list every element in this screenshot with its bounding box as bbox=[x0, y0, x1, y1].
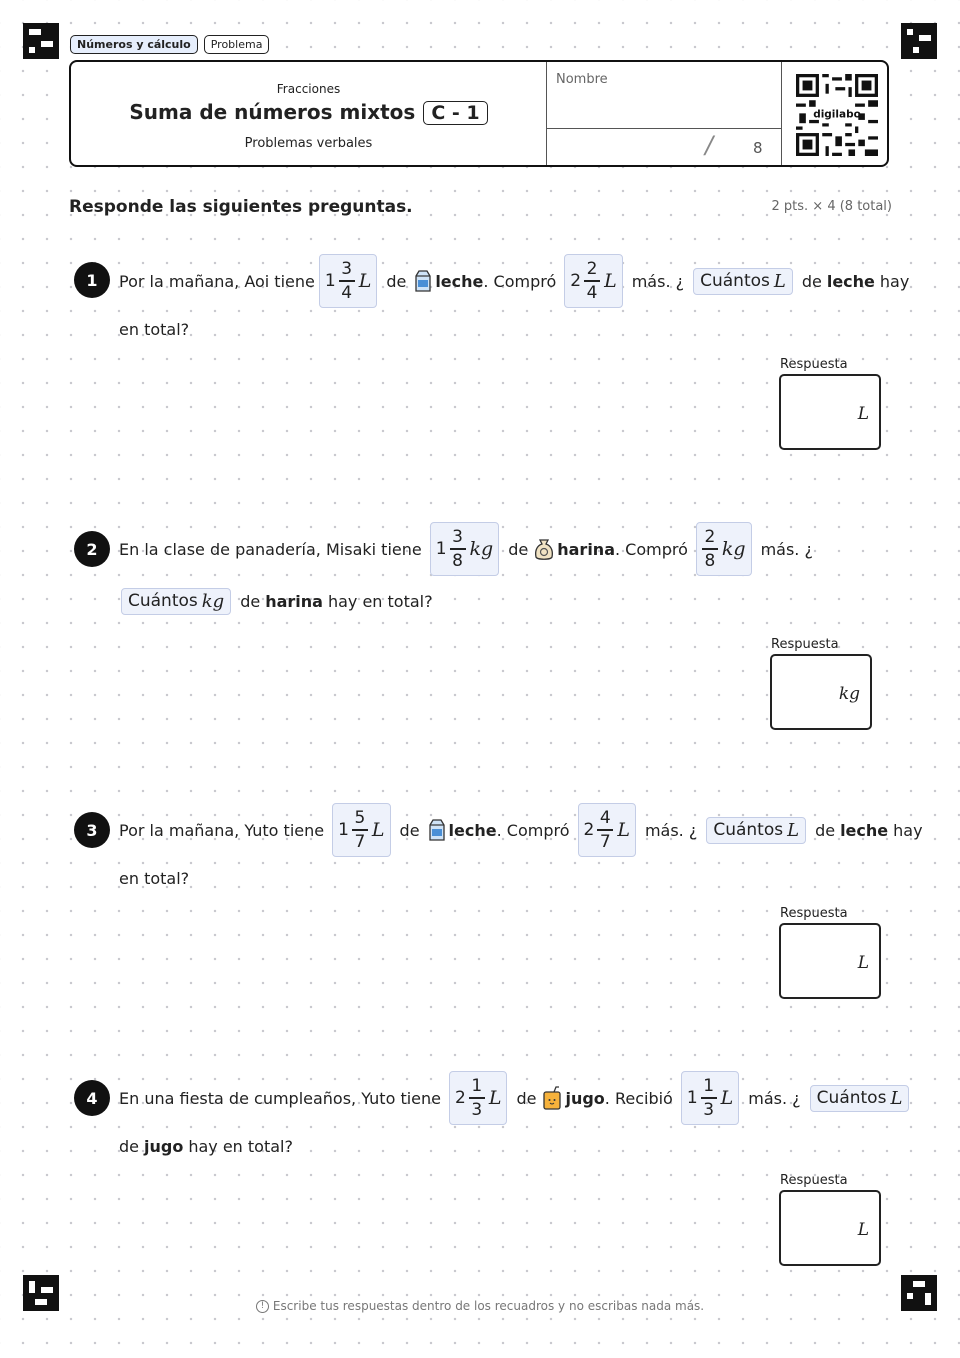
verb-text: . Recibió bbox=[604, 1088, 673, 1108]
numerator: 3 bbox=[341, 259, 353, 280]
problem-intro: En una fiesta de cumpleaños, Yuto tiene bbox=[119, 1088, 441, 1108]
juice-box-icon bbox=[541, 1086, 563, 1110]
ask-word: Cuántos bbox=[128, 591, 198, 611]
ask-unit: L bbox=[787, 819, 800, 841]
fraction bbox=[702, 527, 718, 571]
problem-intro: En la clase de panadería, Misaki tiene bbox=[119, 539, 422, 559]
score-total: 8 bbox=[753, 139, 763, 157]
flour-sack-icon bbox=[533, 537, 555, 561]
unit-label: Fracciones bbox=[276, 82, 341, 96]
ask-box bbox=[810, 1085, 910, 1112]
fraction bbox=[597, 808, 613, 852]
name-field[interactable] bbox=[547, 62, 781, 129]
answer-unit: L bbox=[857, 953, 869, 973]
fraction bbox=[450, 527, 466, 571]
qr-block bbox=[781, 62, 888, 165]
problem-2-text-line2 bbox=[119, 585, 438, 617]
connector-text: de bbox=[399, 820, 420, 840]
milk-carton-icon bbox=[425, 818, 447, 842]
score-slash: / bbox=[705, 131, 714, 159]
worksheet-header bbox=[69, 60, 889, 167]
question-start: más. ¿ bbox=[748, 1088, 801, 1108]
whole-part: 1 bbox=[435, 539, 447, 559]
worksheet-code: C - 1 bbox=[423, 101, 487, 125]
question-start: más. ¿ bbox=[760, 539, 813, 559]
question-start: más. ¿ bbox=[644, 820, 698, 840]
answer-unit: L bbox=[857, 404, 869, 424]
whole-part: 1 bbox=[324, 271, 336, 291]
connector-text: de bbox=[508, 539, 529, 559]
answer-unit: L bbox=[857, 1220, 869, 1240]
name-label: Nombre bbox=[556, 72, 608, 87]
question-end: hay en total? bbox=[327, 591, 433, 611]
answer-box-2[interactable] bbox=[770, 654, 872, 730]
problem-2-text bbox=[119, 520, 818, 578]
ask-word: Cuántos bbox=[700, 271, 770, 291]
question-start: más. ¿ bbox=[631, 271, 685, 291]
qr-code-icon bbox=[796, 74, 878, 156]
problem-1-text-line2 bbox=[119, 320, 189, 339]
ask-word: Cuántos bbox=[713, 820, 784, 840]
ask-word: Cuántos bbox=[816, 1088, 887, 1108]
item-name: leche bbox=[435, 271, 484, 291]
ask-box bbox=[121, 588, 231, 615]
category-tag: Números y cálculo bbox=[70, 35, 198, 54]
unit-label: L bbox=[358, 270, 372, 292]
tag-row bbox=[70, 35, 269, 54]
ask-unit: L bbox=[890, 1087, 903, 1109]
whole-part: 2 bbox=[455, 1088, 466, 1108]
answer-label: Respuesta bbox=[780, 906, 848, 921]
ask-unit: kg bbox=[201, 590, 225, 612]
denominator: 3 bbox=[703, 1099, 715, 1120]
denominator: 8 bbox=[704, 550, 716, 571]
item-name: harina bbox=[557, 539, 615, 559]
answer-label: Respuesta bbox=[780, 357, 848, 372]
unit-label: kg bbox=[469, 538, 494, 560]
footer-text: Escribe tus respuestas dentro de los recuadros y no escribas nada más. bbox=[272, 1299, 705, 1313]
footer-note bbox=[0, 1299, 960, 1313]
answer-box-4[interactable] bbox=[779, 1190, 881, 1266]
item-name: jugo bbox=[565, 1088, 605, 1108]
mixed-number bbox=[681, 1071, 739, 1125]
numerator: 4 bbox=[599, 808, 611, 829]
item-name: leche bbox=[840, 820, 889, 840]
numerator: 1 bbox=[703, 1076, 715, 1097]
corner-marker-top-left bbox=[23, 23, 59, 59]
numerator: 3 bbox=[452, 527, 463, 548]
problem-3-text-line2 bbox=[119, 869, 189, 888]
numerator: 1 bbox=[471, 1076, 483, 1097]
corner-marker-top-right bbox=[901, 23, 937, 59]
connector-text: de bbox=[516, 1088, 537, 1108]
title-block bbox=[71, 62, 547, 165]
item-name: leche bbox=[448, 820, 497, 840]
subtitle: Problemas verbales bbox=[244, 136, 373, 151]
denominator: 4 bbox=[586, 282, 598, 303]
fraction bbox=[339, 259, 355, 303]
info-icon: ! bbox=[256, 1300, 269, 1313]
connector-text: de bbox=[815, 820, 836, 840]
unit-label: L bbox=[617, 819, 630, 841]
item-name: jugo bbox=[144, 1137, 184, 1156]
page-title bbox=[71, 100, 546, 125]
unit-label: L bbox=[604, 270, 617, 292]
fraction bbox=[701, 1076, 717, 1120]
mixed-number bbox=[564, 254, 622, 308]
instructions: Responde las siguientes preguntas. bbox=[69, 197, 413, 217]
verb-text: . Compró bbox=[614, 539, 688, 559]
unit-label: L bbox=[371, 819, 385, 841]
ask-unit: L bbox=[773, 270, 786, 292]
mixed-number bbox=[332, 803, 390, 857]
unit-label: L bbox=[720, 1087, 734, 1109]
problem-intro: Por la mañana, Yuto tiene bbox=[119, 820, 325, 840]
mixed-number bbox=[696, 522, 752, 576]
score-field[interactable] bbox=[547, 129, 781, 165]
answer-unit: kg bbox=[838, 684, 860, 704]
question-end: hay bbox=[893, 820, 923, 840]
answer-box-3[interactable] bbox=[779, 923, 881, 999]
whole-part: 1 bbox=[686, 1088, 698, 1108]
answer-box-1[interactable] bbox=[779, 374, 881, 450]
whole-part: 2 bbox=[570, 271, 582, 291]
ask-box bbox=[693, 268, 793, 295]
qr-label: digilabo bbox=[813, 108, 861, 121]
verb-text: . Compró bbox=[483, 271, 557, 291]
denominator: 3 bbox=[471, 1099, 483, 1120]
mixed-number bbox=[319, 254, 377, 308]
answer-label: Respuesta bbox=[780, 1173, 848, 1188]
fraction bbox=[469, 1076, 485, 1120]
question-end: en total? bbox=[119, 320, 190, 339]
connector-text: de bbox=[119, 1137, 139, 1156]
problem-2-number: 2 bbox=[74, 531, 110, 567]
numerator: 2 bbox=[586, 259, 598, 280]
mixed-number bbox=[430, 522, 500, 576]
unit-label: kg bbox=[721, 538, 746, 560]
item-name: leche bbox=[826, 271, 875, 291]
fraction bbox=[352, 808, 368, 852]
denominator: 8 bbox=[452, 550, 463, 571]
problem-4-number: 4 bbox=[74, 1080, 110, 1116]
points-info: 2 pts. × 4 (8 total) bbox=[771, 199, 892, 214]
numerator: 5 bbox=[354, 808, 366, 829]
problem-3-text bbox=[119, 801, 928, 859]
title-text: Suma de números mixtos bbox=[129, 100, 416, 124]
connector-text: de bbox=[386, 271, 407, 291]
milk-carton-icon bbox=[411, 269, 433, 293]
problem-intro: Por la mañana, Aoi tiene bbox=[119, 271, 315, 291]
ask-box bbox=[706, 817, 806, 844]
denominator: 7 bbox=[599, 831, 611, 852]
connector-text: de bbox=[240, 591, 261, 611]
connector-text: de bbox=[801, 271, 822, 291]
numerator: 2 bbox=[704, 527, 716, 548]
question-end: en total? bbox=[119, 869, 190, 888]
mixed-number bbox=[449, 1071, 507, 1125]
mixed-number bbox=[578, 803, 636, 857]
denominator: 4 bbox=[341, 282, 353, 303]
answer-label: Respuesta bbox=[771, 637, 839, 652]
denominator: 7 bbox=[354, 831, 366, 852]
problem-4-text bbox=[119, 1069, 913, 1127]
problem-3-number: 3 bbox=[74, 812, 110, 848]
question-end: hay bbox=[879, 271, 910, 291]
verb-text: . Compró bbox=[496, 820, 570, 840]
type-tag: Problema bbox=[204, 35, 270, 54]
whole-part: 1 bbox=[338, 820, 349, 840]
question-end: hay en total? bbox=[188, 1137, 293, 1156]
problem-1-number: 1 bbox=[74, 262, 110, 298]
fraction bbox=[584, 259, 600, 303]
whole-part: 2 bbox=[583, 820, 595, 840]
problem-4-text-line2 bbox=[119, 1137, 293, 1156]
item-name: harina bbox=[265, 591, 323, 611]
problem-1-text bbox=[119, 252, 914, 310]
unit-label: L bbox=[488, 1087, 502, 1109]
